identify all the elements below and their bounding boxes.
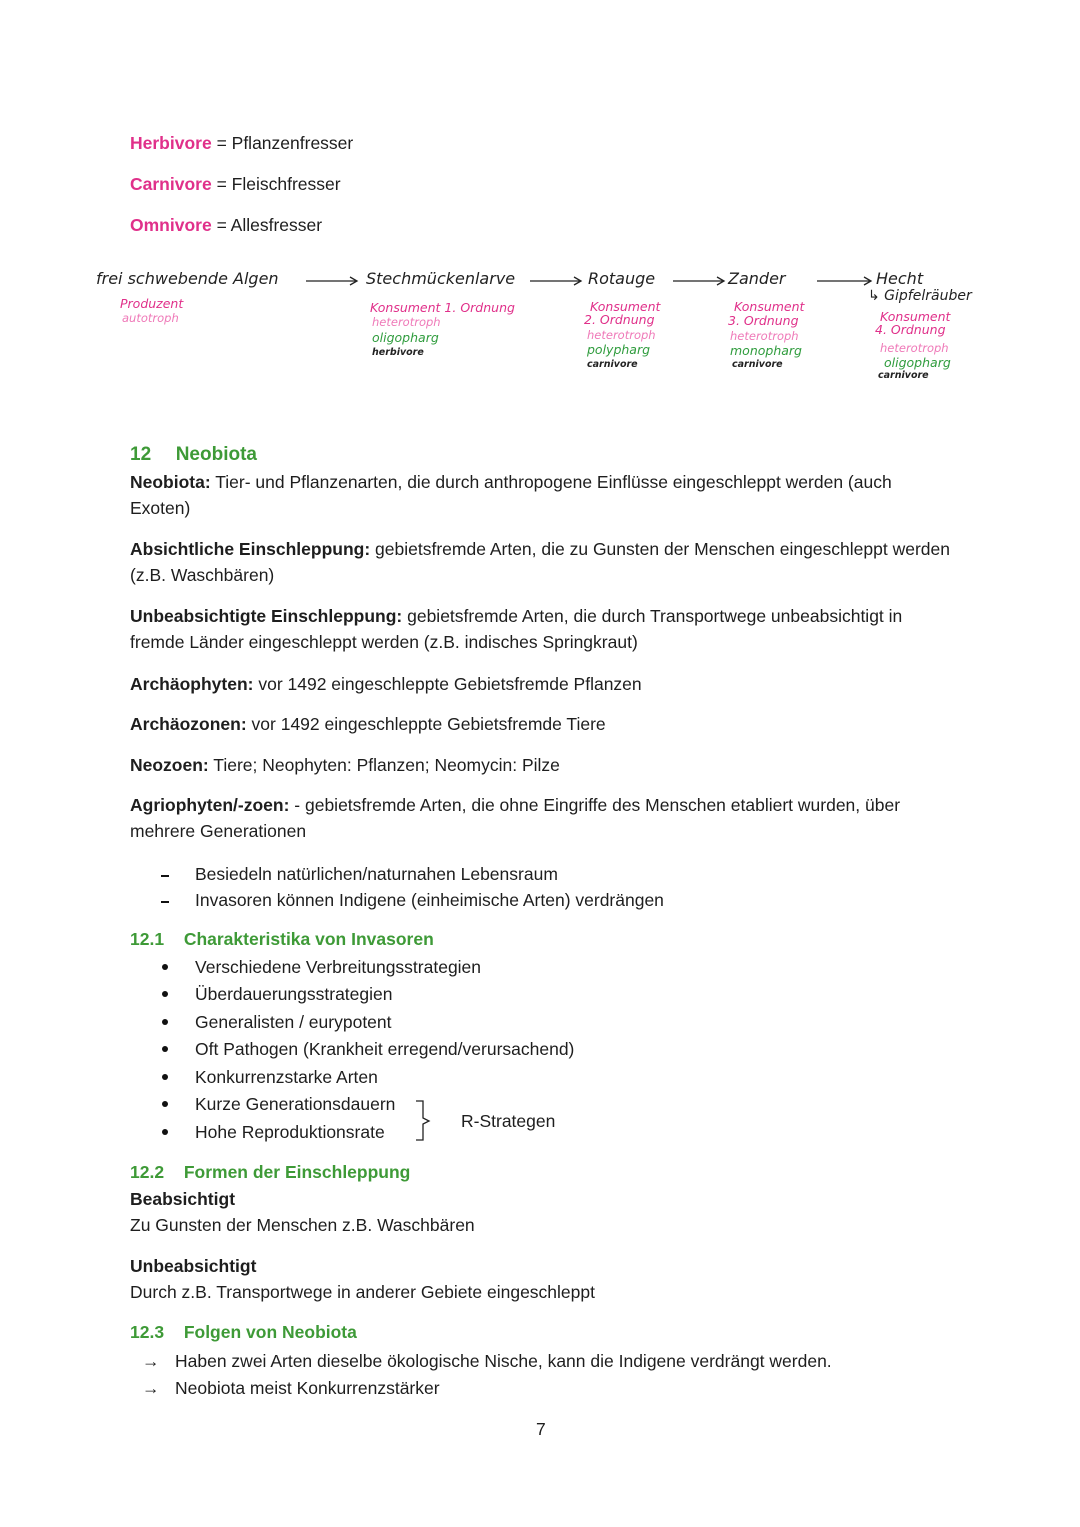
arrow-item: Neobiota meist Konkurrenzstärker <box>175 1378 440 1398</box>
section-title: Folgen von Neobiota <box>183 1322 357 1342</box>
section-12-1-heading <box>130 929 434 950</box>
chain-node-hecht-phagy: oligopharg <box>884 355 951 370</box>
bullet-dot <box>162 1129 168 1135</box>
chain-node-larva: Stechmückenlarve <box>366 269 516 288</box>
chain-node-zander: Zander <box>728 269 786 288</box>
chain-node-algae: frei schwebende Algen <box>96 269 279 288</box>
arrow-icon: → <box>142 1351 160 1371</box>
arrow-icon: → <box>142 1378 160 1398</box>
text-neozoen: Tiere; Neophyten: Pflanzen; Neomycin: Pilze <box>208 755 560 775</box>
chain-node-hecht-diet: carnivore <box>878 370 929 381</box>
chain-node-hecht-trophy: heterotroph <box>880 341 949 355</box>
chain-node-rotauge-diet: carnivore <box>587 359 638 370</box>
bullet-item: Generalisten / eurypotent <box>195 1012 392 1032</box>
chain-node-zander-order: 3. Ordnung <box>728 313 799 328</box>
chain-node-larva-trophy: heterotroph <box>372 315 441 329</box>
definition-text: = Allesfresser <box>211 215 323 235</box>
section-title: Charakteristika von Invasoren <box>183 929 434 949</box>
brace-icon <box>410 1098 434 1144</box>
section-number: 12 <box>130 444 152 465</box>
bullet-dot <box>162 1074 168 1080</box>
bullet-dot <box>162 991 168 997</box>
term-omnivore: Omnivore <box>130 215 212 235</box>
chain-node-zander-diet: carnivore <box>732 359 783 370</box>
paragraph-unbeabsichtigt <box>130 603 950 655</box>
definition-herbivore <box>130 132 353 154</box>
term-archaeophyten: Archäophyten: <box>130 674 254 694</box>
section-number: 12.2 <box>130 1162 165 1182</box>
term-archaeozonen: Archäozonen: <box>130 714 247 734</box>
subheading-beabsichtigt: Beabsichtigt <box>130 1189 236 1209</box>
chain-node-rotauge-role: Konsument <box>590 299 661 314</box>
chain-node-algae-trophy: autotroph <box>122 311 179 325</box>
term-herbivore: Herbivore <box>130 133 212 153</box>
term-absichtlich: Absichtliche Einschleppung: <box>130 539 371 559</box>
paragraph-neozoen <box>130 754 560 776</box>
text-absichtlich: gebietsfremde Arten, die zu Gunsten der Menschen eingeschleppt werden (z.B. Waschbären) <box>130 539 950 585</box>
text-beabsichtigt: Zu Gunsten der Menschen z.B. Waschbären <box>130 1215 475 1235</box>
section-number: 12.3 <box>130 1322 165 1342</box>
section-title: Neobiota <box>175 444 257 465</box>
chain-node-zander-role: Konsument <box>734 299 805 314</box>
definition-text: = Pflanzenfresser <box>211 133 354 153</box>
section-12-3-heading <box>130 1322 357 1343</box>
chain-node-zander-phagy: monopharg <box>730 343 802 358</box>
text-unbeabsichtigt: Durch z.B. Transportwege in anderer Gebiete eingeschleppt <box>130 1282 595 1302</box>
bullet-item: Kurze Generationsdauern <box>195 1094 396 1114</box>
section-12-heading <box>130 444 257 466</box>
food-chain <box>0 260 1080 390</box>
chain-node-rotauge-trophy: heterotroph <box>587 328 656 342</box>
paragraph-agrio <box>130 792 960 844</box>
definition-omnivore <box>130 214 322 236</box>
text-archaeozonen: vor 1492 eingeschleppte Gebietsfremde Tiere <box>246 714 606 734</box>
term-unbeabsichtigt: Unbeabsichtigte Einschleppung: <box>130 606 403 626</box>
term-agrio: Agriophyten/-zoen: <box>130 795 290 815</box>
paragraph-archaeophyten <box>130 673 642 695</box>
text-archaeophyten: vor 1492 eingeschleppte Gebietsfremde Pflanzen <box>253 674 642 694</box>
term-neozoen: Neozoen: <box>130 755 209 775</box>
paragraph-neobiota <box>130 469 950 521</box>
page-number: 7 <box>536 1419 546 1439</box>
dash-item: Besiedeln natürlichen/naturnahen Lebensraum <box>195 864 558 884</box>
chain-node-larva-role: Konsument 1. Ordnung <box>370 300 515 315</box>
bullet-dot <box>162 1101 168 1107</box>
chain-node-rotauge: Rotauge <box>588 269 656 288</box>
section-12-2-heading <box>130 1162 410 1183</box>
dash-marker <box>161 901 169 903</box>
term-carnivore: Carnivore <box>130 174 212 194</box>
bullet-item: Verschiedene Verbreitungsstrategien <box>195 957 482 977</box>
chain-node-algae-role: Produzent <box>120 296 184 311</box>
chain-node-hecht: Hecht <box>876 269 924 288</box>
bullet-item: Konkurrenzstarke Arten <box>195 1067 378 1087</box>
text-agrio: - gebietsfremde Arten, die ohne Eingriffe des Menschen etabliert wurden, über mehrere Generationen <box>130 795 901 841</box>
paragraph-archaeozonen <box>130 713 606 735</box>
dash-item: Invasoren können Indigene (einheimische Arten) verdrängen <box>195 890 664 910</box>
chain-node-rotauge-phagy: polypharg <box>587 342 651 357</box>
bullet-dot <box>162 964 168 970</box>
chain-node-hecht-apex: ↳ Gipfelräuber <box>868 288 972 304</box>
term-neobiota: Neobiota: <box>130 472 211 492</box>
text-neobiota: Tier- und Pflanzenarten, die durch anthropogene Einflüsse eingeschleppt werden (auch Exoten) <box>130 472 892 518</box>
paragraph-absichtlich <box>130 536 950 588</box>
subheading-unbeabsichtigt: Unbeabsichtigt <box>130 1256 257 1276</box>
arrow-item: Haben zwei Arten dieselbe ökologische Nische, kann die Indigene verdrängt werden. <box>175 1351 832 1371</box>
section-title: Formen der Einschleppung <box>183 1162 411 1182</box>
bullet-dot <box>162 1019 168 1025</box>
bullet-dot <box>162 1046 168 1052</box>
chain-node-hecht-role: Konsument <box>880 309 951 324</box>
chain-node-rotauge-order: 2. Ordnung <box>584 312 655 327</box>
chain-node-zander-trophy: heterotroph <box>730 329 799 343</box>
chain-node-larva-phagy: oligopharg <box>372 330 439 345</box>
bullet-item: Oft Pathogen (Krankheit erregend/verursachend) <box>195 1039 575 1059</box>
definition-carnivore <box>130 173 341 195</box>
definition-text: = Fleischfresser <box>211 174 341 194</box>
text-unbeabsichtigt: gebietsfremde Arten, die durch Transportwege unbeabsichtigt in fremde Länder eingeschleppt werden (z.B. indisches Springkraut) <box>130 606 903 652</box>
section-number: 12.1 <box>130 929 165 949</box>
bullet-item: Überdauerungsstrategien <box>195 984 393 1004</box>
dash-marker <box>161 875 169 877</box>
bracket-label: R-Strategen <box>461 1111 556 1131</box>
bullet-item: Hohe Reproduktionsrate <box>195 1122 385 1142</box>
chain-node-larva-diet: herbivore <box>372 347 424 358</box>
chain-node-hecht-order: 4. Ordnung <box>875 322 946 337</box>
